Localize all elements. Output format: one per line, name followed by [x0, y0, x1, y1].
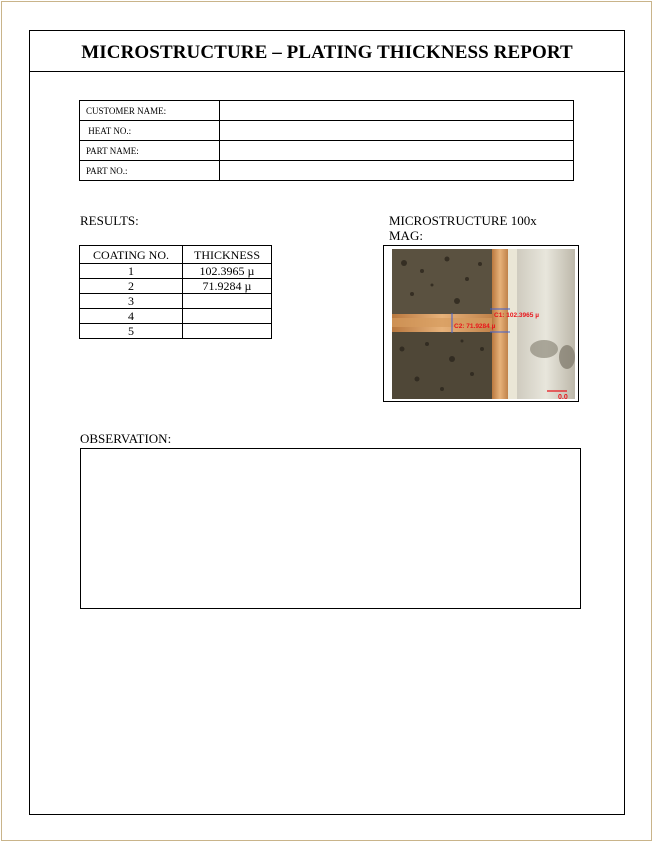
thickness-header: THICKNESS: [183, 246, 272, 264]
thickness-cell[interactable]: 102.3965 µ: [183, 264, 272, 279]
microstructure-image: [392, 249, 575, 399]
info-row-part-name: [80, 141, 574, 161]
table-row: [80, 324, 272, 339]
annotation-c1: C1: 102.3965 µ: [494, 312, 539, 319]
thickness-cell[interactable]: 71.9284 µ: [183, 279, 272, 294]
part-no-field[interactable]: [220, 161, 574, 181]
coating-no-cell: 5: [80, 324, 183, 339]
annotation-c2: C2: 71.9284 µ: [454, 323, 496, 330]
heat-no-label: HEAT NO.:: [80, 121, 220, 141]
coating-no-cell: 4: [80, 309, 183, 324]
report-title: MICROSTRUCTURE – PLATING THICKNESS REPORT: [30, 31, 624, 72]
table-row: [80, 264, 272, 279]
table-row: [80, 309, 272, 324]
results-label: RESULTS:: [80, 213, 139, 228]
info-row-customer: [80, 101, 574, 121]
part-name-label: PART NAME:: [80, 141, 220, 161]
observation-label: OBSERVATION:: [80, 431, 172, 446]
thickness-cell[interactable]: [183, 309, 272, 324]
table-row: [80, 279, 272, 294]
customer-name-label: CUSTOMER NAME:: [80, 101, 220, 121]
thickness-cell[interactable]: [183, 294, 272, 309]
coating-no-cell: 3: [80, 294, 183, 309]
results-header-row: [80, 246, 272, 264]
scale-bar-label: 0.0: [558, 394, 568, 399]
observation-field[interactable]: [80, 448, 581, 609]
results-table: [79, 245, 272, 339]
info-table: [79, 100, 574, 181]
part-no-label: PART NO.:: [80, 161, 220, 181]
part-name-field[interactable]: [220, 141, 574, 161]
thickness-cell[interactable]: [183, 324, 272, 339]
microstructure-label: MICROSTRUCTURE 100x MAG:: [389, 213, 537, 243]
microstructure-image-frame: [383, 245, 579, 402]
coating-no-cell: 2: [80, 279, 183, 294]
heat-no-field[interactable]: [220, 121, 574, 141]
info-row-heat: [80, 121, 574, 141]
coating-no-header: COATING NO.: [80, 246, 183, 264]
info-row-part-no: [80, 161, 574, 181]
customer-name-field[interactable]: [220, 101, 574, 121]
coating-no-cell: 1: [80, 264, 183, 279]
table-row: [80, 294, 272, 309]
